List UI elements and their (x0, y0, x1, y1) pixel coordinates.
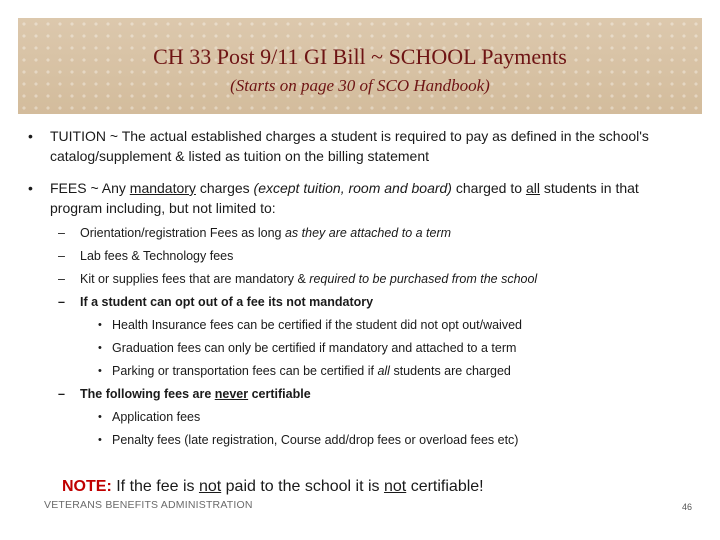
note-label: NOTE: (62, 478, 112, 495)
tuition-text: The actual established charges a student is required to pay as defined in the school's catalog/supplement & listed as tuition on the billing statement (50, 128, 649, 164)
item-text: Orientation/registration Fees as long (80, 226, 282, 240)
list-item (28, 291, 688, 314)
bullet-marker: • (98, 411, 102, 423)
bullet-marker: • (98, 342, 102, 354)
slide-body (28, 126, 688, 464)
item-text: The following fees are (80, 387, 212, 401)
note-text: paid to the school it is (225, 478, 380, 495)
item-text: Health Insurance fees can be certified if the student did not opt out/waived (112, 318, 522, 332)
title-banner (18, 18, 702, 114)
page-number: 46 (682, 502, 693, 512)
item-text-italic: as they are attached to a term (284, 226, 452, 240)
item-text: Kit or supplies fees that are mandatory & (80, 272, 306, 286)
fees-text: charged to (455, 180, 523, 196)
item-text-italic: required to be purchased from the school (309, 272, 538, 286)
note-text: If the fee is (116, 478, 195, 495)
dash-marker: – (58, 387, 65, 401)
item-text: Penalty fees (late registration, Course add/drop fees or overload fees etc) (112, 433, 519, 447)
item-text: If a student can opt out of a fee its not mandatory (80, 295, 374, 309)
list-item (28, 429, 688, 452)
bullet-marker: • (28, 128, 33, 144)
bullet-marker: • (28, 180, 33, 196)
slide-subtitle: (Starts on page 30 of SCO Handbook) (230, 76, 490, 95)
list-item (28, 360, 688, 383)
fees-all: all (525, 180, 540, 196)
list-item (28, 314, 688, 337)
list-item (28, 406, 688, 429)
dash-marker: – (58, 226, 65, 240)
fees-except: (except tuition, room and board) (253, 180, 452, 196)
bullet-marker: • (98, 319, 102, 331)
item-text: students are charged (393, 364, 511, 378)
note-text-underline: not (383, 478, 407, 495)
list-item (28, 245, 688, 268)
slide-title: CH 33 Post 9/11 GI Bill ~ SCHOOL Payments (153, 44, 567, 69)
bullet-marker: • (98, 434, 102, 446)
item-text-underline: never (214, 387, 249, 401)
list-item (28, 222, 688, 245)
bullet-marker: • (98, 365, 102, 377)
fees-label: FEES ~ (50, 180, 99, 196)
fees-bullet (28, 178, 688, 452)
fees-text: charges (199, 180, 250, 196)
dash-marker: – (58, 272, 65, 286)
item-text-italic: all (377, 364, 390, 378)
tuition-label: TUITION ~ (50, 128, 119, 144)
list-item (28, 383, 688, 406)
dash-marker: – (58, 249, 65, 263)
fees-mandatory: mandatory (129, 180, 196, 196)
tuition-bullet (28, 126, 688, 166)
list-item (28, 337, 688, 360)
item-text: certifiable (251, 387, 311, 401)
item-text: Parking or transportation fees can be certified if (112, 364, 374, 378)
fees-text: Any (101, 180, 126, 196)
footer-org: VETERANS BENEFITS ADMINISTRATION (44, 499, 253, 511)
fee-list (50, 222, 688, 452)
item-text: Application fees (112, 410, 201, 424)
item-text: Graduation fees can only be certified if mandatory and attached to a term (112, 341, 517, 355)
dash-marker: – (58, 295, 65, 309)
note-text: certifiable! (410, 478, 484, 495)
item-text: Lab fees & Technology fees (80, 249, 234, 263)
list-item (28, 268, 688, 291)
note-text-underline: not (198, 478, 222, 495)
note-line (62, 478, 484, 496)
fees-text: students in that program including, but not limited to: (50, 180, 639, 216)
